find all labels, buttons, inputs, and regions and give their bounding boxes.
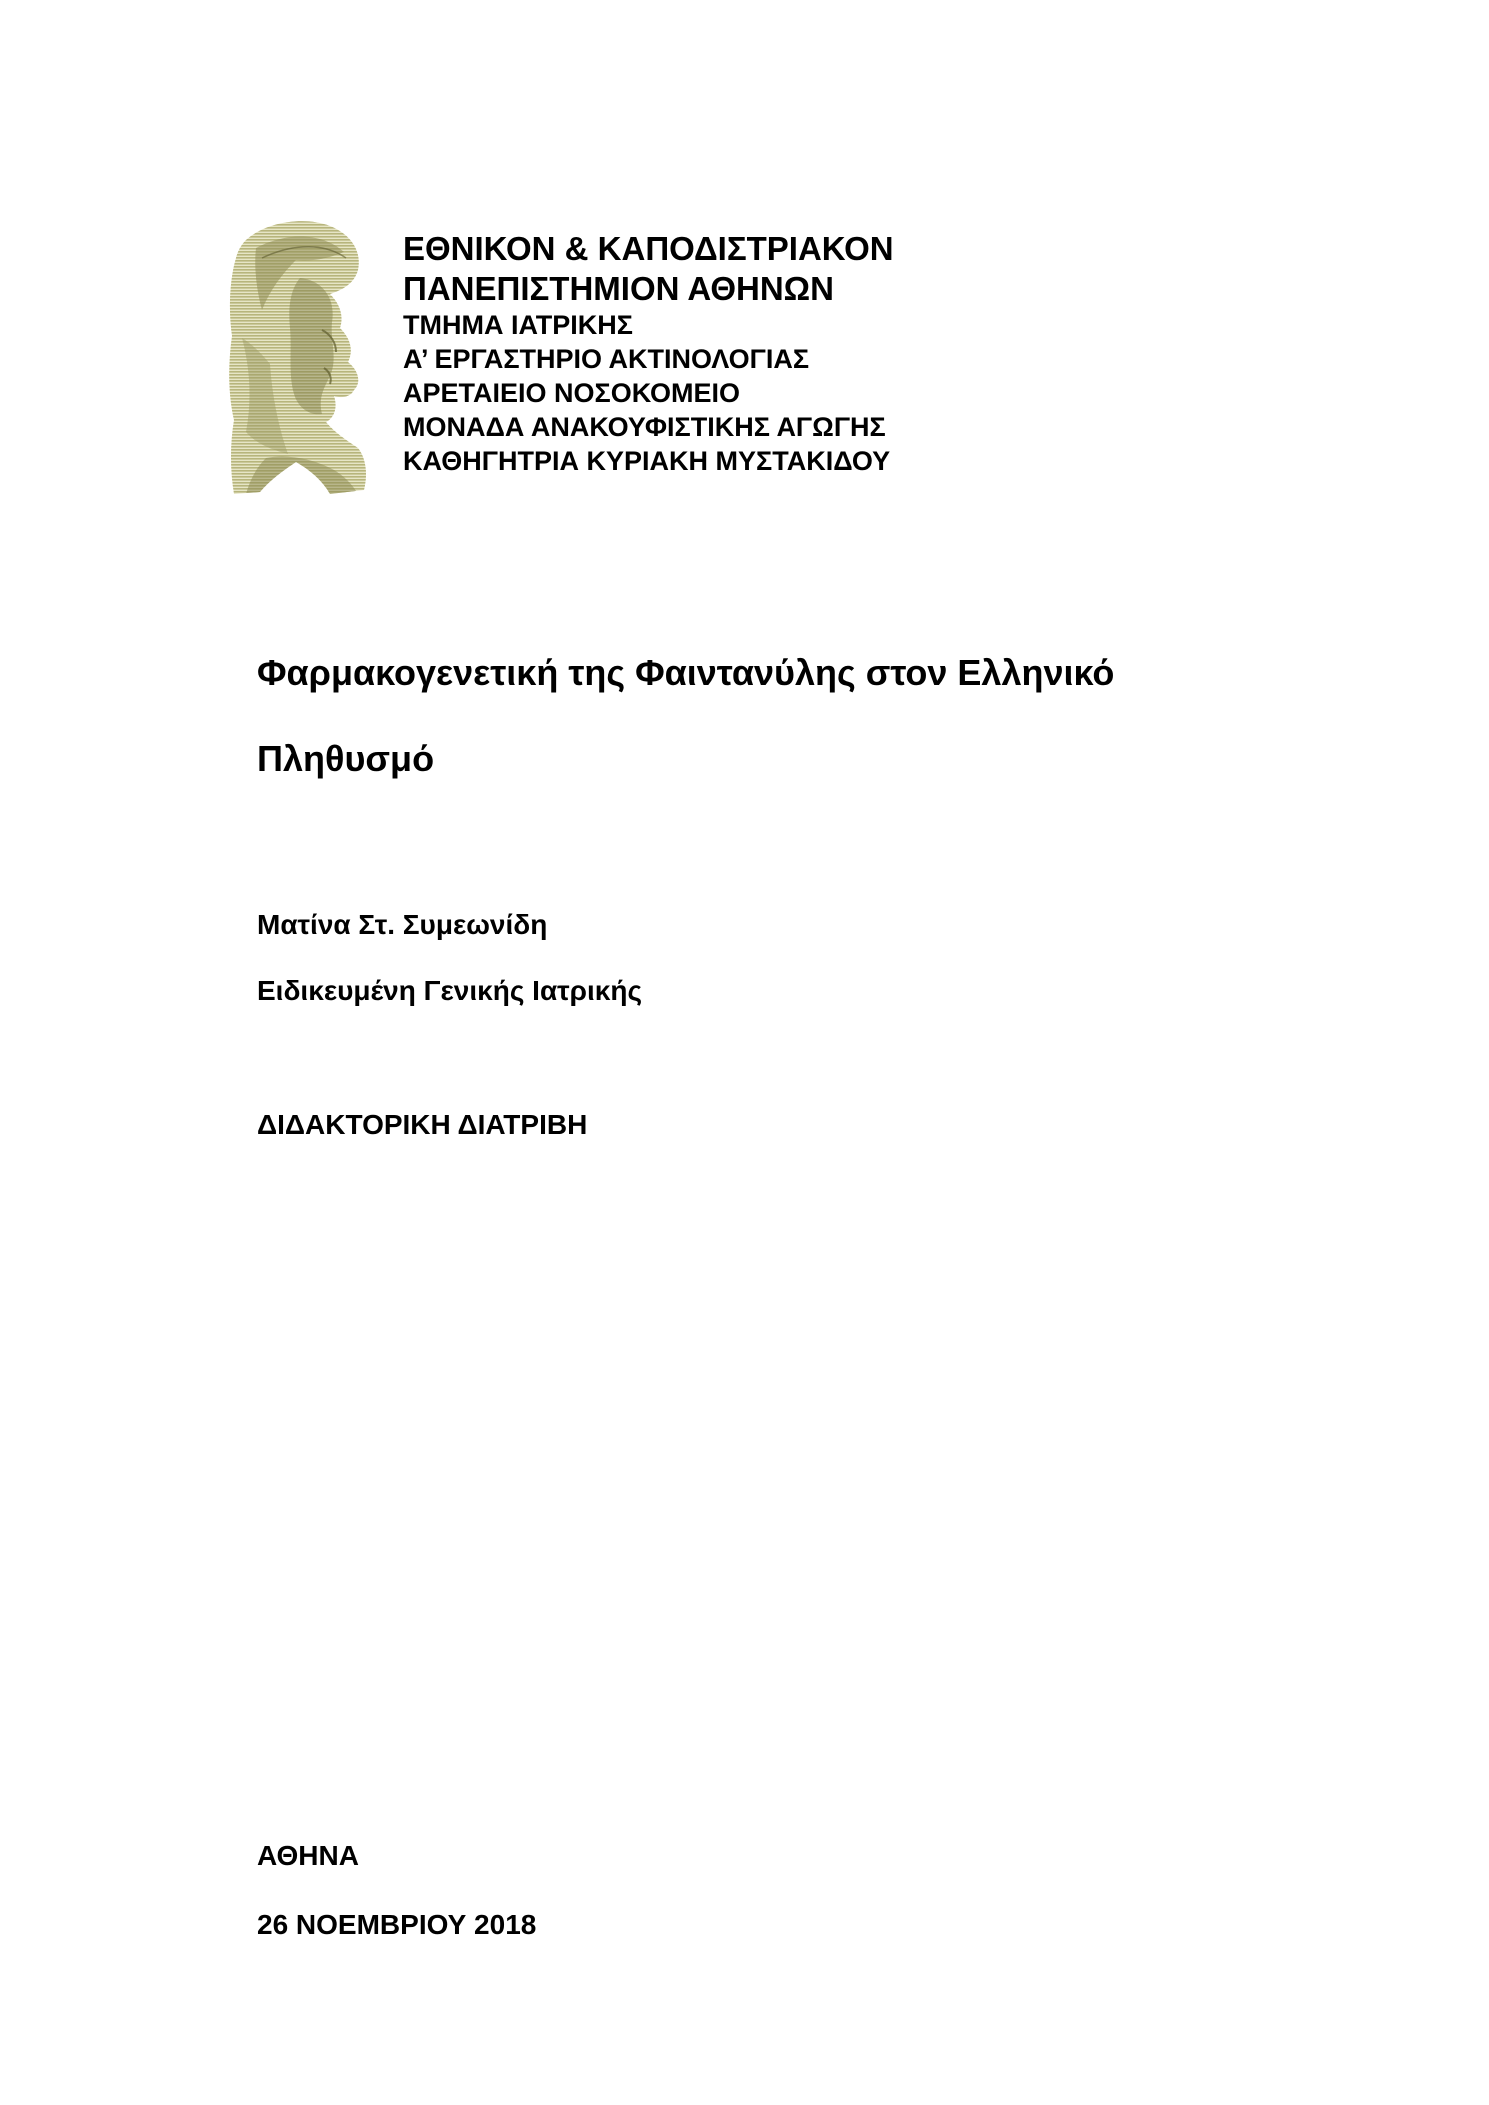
department-name: ΤΜΗΜΑ ΙΑΤΡΙΚΗΣ (403, 310, 633, 340)
laboratory-name: Α’ ΕΡΓΑΣΤΗΡΙΟ ΑΚΤΙΝΟΛΟΓΙΑΣ (403, 344, 810, 374)
institution-header (403, 232, 894, 482)
document-type: ΔΙΔΑΚΤΟΡΙΚΗ ΔΙΑΤΡΙΒΗ (257, 1109, 588, 1140)
thesis-title-line1: Φαρμακογενετική της Φαιντανύλης στον Ελληνικό (257, 652, 1115, 693)
unit-name: ΜΟΝΑΔΑ ΑΝΑΚΟΥΦΙΣΤΙΚΗΣ ΑΓΩΓΗΣ (403, 412, 886, 442)
author-name: Ματίνα Στ. Συμεωνίδη (257, 909, 548, 940)
date: 26 ΝΟΕΜΒΡΙΟΥ 2018 (257, 1909, 537, 1940)
hospital-name: ΑΡΕΤΑΙΕΙΟ ΝΟΣΟΚΟΜΕΙΟ (403, 378, 740, 408)
athena-head-logo-icon (226, 218, 372, 496)
institution-name-line2: ΠΑΝΕΠΙΣΤΗΜΙΟΝ ΑΘΗΝΩΝ (403, 270, 834, 307)
institution-name-line1: ΕΘΝΙΚΟΝ & ΚΑΠΟΔΙΣΤΡΙΑΚΟΝ (403, 230, 894, 267)
author-specialty: Ειδικευμένη Γενικής Ιατρικής (257, 975, 643, 1006)
city: ΑΘΗΝΑ (257, 1840, 359, 1871)
professor-name: ΚΑΘΗΓΗΤΡΙΑ ΚΥΡΙΑΚΗ ΜΥΣΤΑΚΙΔΟΥ (403, 446, 891, 476)
thesis-title-line2: Πληθυσμό (257, 738, 435, 779)
